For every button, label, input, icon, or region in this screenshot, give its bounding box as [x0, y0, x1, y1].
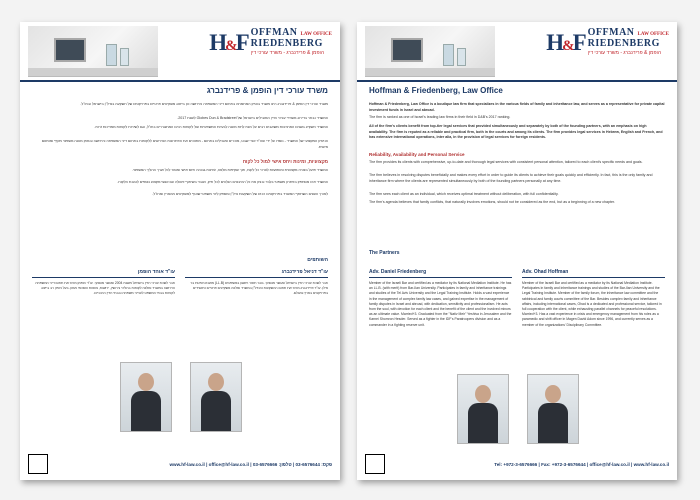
portrait-head	[138, 373, 154, 391]
partners-heading: The Partners	[369, 250, 400, 256]
glass-graphic	[457, 48, 466, 66]
monitor-graphic	[54, 38, 86, 62]
logo-monogram: H&F	[209, 30, 248, 55]
firm-logo	[209, 28, 332, 58]
services-paragraph: All of the firm's clients benefit from top-tier legal services that provided simultaneously and separately by both of the founding partners, with an emphasis on high availability. The firm is reputed as a reliable and practical firm, both in the courts and among its clients. The firm provides legal services in Hebrew, English and French, and has extensive international operations, inter alia, in the provision of legal services for foreign residents.	[369, 124, 663, 140]
hebrew-brochure-page	[20, 22, 340, 480]
office-hero-image	[28, 26, 158, 77]
service-paragraph: המשרד אינו מסתפק בפתרון משפטי בלבד ובוחן את כל ההיבטים הנלווים לכל תיק, ועובד בשיתוף פעולה עם אנשי מקצוע נוספים לטובת הלקוח.	[117, 180, 328, 184]
portrait-head	[545, 385, 561, 403]
partner-photo	[457, 374, 509, 444]
partner-bio: Member of the Israeli Bar and certified as a mediator by its National Mediation Institute. Participates in family and inheritance trainings and studies of the Bar-Ilan University and the Legal Training Institute. Member of the family forum, the inheritance law committee and the rabbinical and family courts committee of the Bar. Besides complex family and inheritance affairs, including international cases, Ohad is a dedicated and professional service, tailored in full cooperation with the client, while exhausting parallel channels for peaceful resolutions. Married+3. Has a vast experience in crisis and emergency management from his roles as a paramedic and shift officer in Magen David Adom since 1996, and currently serves as a member of the organizations' Disciplinary Committee.	[522, 281, 662, 327]
service-paragraph: The firm's agenda believes that family conflicts, that naturally involves emotions, should not be considered as the end, but as a beginning of a new chapter.	[369, 200, 616, 204]
partner-bio: חבר לשכת עורכי הדין בישראל משנת 2004 ומגשר מוסמך. עו"ד הופמן מרכז את תחום דיני המשפחה והירושה במשרד ומלווה לקוחות בהליכי גירושין, ירושות, צוואות והסכמי ממון. בעל ניסיון רב בייצוג לקוחות בבתי המשפט לענייני משפחה ובבתי הדין הרבניים.	[35, 281, 175, 296]
portrait-body	[538, 403, 568, 443]
service-paragraph: המשרד פועל בצורה מקצועית ומותאמת לצרכי כל לקוח, תוך שקיפות מלאה, זמינות גבוהה ויחס אישי ומסור לכל אורך ההליך המשפטי.	[131, 168, 328, 172]
partner-column	[185, 269, 328, 297]
logo-monogram: H&F	[546, 30, 585, 55]
page-title: Hoffman & Friedenberg, Law Office	[369, 86, 503, 95]
ranking-paragraph: המשרד נבחר בדירוג משרדי עורכי הדין המובילים בישראל של Globes Dun & Bradstreet לשנת 2017.	[177, 116, 328, 120]
service-paragraph: לאורך השנים השתתף המשרד בפרויקטים רבים של השקעות נדל"ן ומספק ליווי משפטי שוטף למשקיעים מהארץ ומחו"ל.	[152, 192, 328, 196]
partner-bio: Member of the Israeli Bar and certified as a mediator by its National Mediation Institute. He has an LL.B. (with merit) from Bar-Ilan University. Participates in family and inheritance trainings and studies of the Tel Aviv University and the Legal Training Institute. Holds a vast experience in the management of complex family law cases, and gained expertise in the management of family disputes in Israel and abroad, with dedication, sensitivity and professionalism. He acts from the soul, with devotion for each client and the benefit of the client and the involved minors as an ultimate value. Married+3. Graduated from the "Nativ Meir" Yeshiva in Jerusalem and the Karnei Shomron Hesder. Served as a fighter in the IDF's Paratroopers division and as a commander in a fighting reserve unit.	[369, 281, 512, 327]
portrait-body	[201, 391, 231, 431]
partners-heading: השותפים	[307, 257, 328, 263]
services-paragraph: המשרד השקיע בשנים האחרונות משאבים רבים על מנת לתת מענה לבעיות המשפטיות של לקוחות רבים המתגוררים בחו"ל, וגם לשירות לקוחות ממדינות זרות.	[94, 125, 328, 129]
office-hero-image	[365, 26, 495, 77]
partner-photo	[527, 374, 579, 444]
portrait-body	[468, 403, 498, 443]
portrait-head	[208, 373, 224, 391]
contact-info: www.hf-law.co.il | office@hf-law.co.il | פקס: 03-6576644 | טלפון: 03-6576666	[169, 461, 332, 467]
ranking-paragraph: The firm is ranked as one of Israel's leading law firms in their field in D&B's 2017 ranking.	[369, 115, 511, 119]
partner-name: Adv. Daniel Friedenberg	[369, 269, 512, 278]
logo-names: OFFMAN LAW OFFICE RIEDENBERG הופמן & פרידנברג - משרד עורכי דין	[587, 27, 669, 56]
page-footer	[365, 454, 669, 474]
partner-name: עו"ד דניאל פרידנברג	[185, 269, 328, 278]
partner-column	[369, 269, 512, 328]
service-paragraph: The firm provides its clients with comprehensive, up-to-date and thorough legal services with consistent personal attention, tailored to each client's specific needs and goals.	[369, 160, 643, 164]
section-subheading: מקצועיות, זמינות ויחס אישי למול כל לקוח	[242, 159, 328, 164]
partner-bio: חבר לשכת עורכי הדין בישראל ומגשר מוסמך. בוגר תואר ראשון במשפטים (LL.B) מאוניברסיטת בר אילן. עו"ד פרידנברג מרכז את תחום ההשקעות והנדל"ן במשרד ומלווה משקיעים פרטיים ותאגידים בפרויקטים בארץ ובעולם.	[190, 281, 328, 296]
qr-code-icon	[365, 454, 385, 474]
partner-name: Adv. Ohad Hoffman	[522, 269, 665, 278]
intro-paragraph: משרד עורכי דין הופמן & פרידנברג הינו משרד בוטיק המתמחה בתחום דיני המשפחה והירושה וכן בייצוג משקיעים פרטיים בפרויקטים של השקעה בנדל"ן בישראל ובחו"ל.	[80, 102, 328, 106]
partner-name: עו"ד אוהד הופמן	[32, 269, 175, 278]
portrait-head	[475, 385, 491, 403]
partner-photo	[190, 362, 242, 432]
page-title: משרד עורכי דין הופמן & פרידנברג	[206, 86, 328, 95]
desk-graphic	[28, 68, 158, 76]
experience-paragraph: הניסיון המקצועי של המשרד - נוסדו על ידי עוה"ד אורי שבט, מוכרים ומובילים בתחום - מתווכים את הפתרונות הנדרשים ללקוחות בתחום דיני המשפחה והירושה ובמתן מענה משפטי מקיף ומותאם אישית.	[41, 139, 328, 149]
partner-column	[32, 269, 175, 297]
logo-names: OFFMAN LAW OFFICE RIEDENBERG הופמן & פרידנברג - משרד עורכי דין	[250, 27, 332, 56]
monitor-graphic	[391, 38, 423, 62]
glass-graphic	[106, 44, 117, 66]
section-subheading: Reliability, Availability and Personal Service	[369, 152, 465, 157]
firm-logo	[546, 28, 669, 58]
service-paragraph: The firm sees each client as an individual, which receives optimal treatment without deliberation, with full confidentiality.	[369, 192, 559, 196]
desk-graphic	[365, 68, 495, 76]
page-footer	[28, 454, 332, 474]
service-paragraph: The firm believes in resolving disputes beneficially and makes every effort in order to guide its clients to achieve their goals quickly and efficiently. In fact, this is the only family and inheritance firm where the clients are represented simultaneously by both of the founding partners personally at any time.	[369, 173, 653, 183]
partner-column	[522, 269, 665, 328]
header-divider	[357, 80, 677, 82]
partner-photo	[120, 362, 172, 432]
intro-paragraph: Hoffman & Friedenberg, Law Office is a boutique law firm that specializes in the various fields of family and inheritance law, and serves as a representative for private capital investment funds in Israel and abroad.	[369, 102, 665, 112]
header-divider	[20, 80, 340, 82]
qr-code-icon	[28, 454, 48, 474]
english-brochure-page	[357, 22, 677, 480]
portrait-body	[131, 391, 161, 431]
contact-info: Tel: +972-3-6576666 | Fax: +972-3-6576644 | office@hf-law.co.il | www.hf-law.co.il	[494, 461, 669, 467]
glass-graphic	[443, 44, 454, 66]
glass-graphic	[120, 48, 129, 66]
